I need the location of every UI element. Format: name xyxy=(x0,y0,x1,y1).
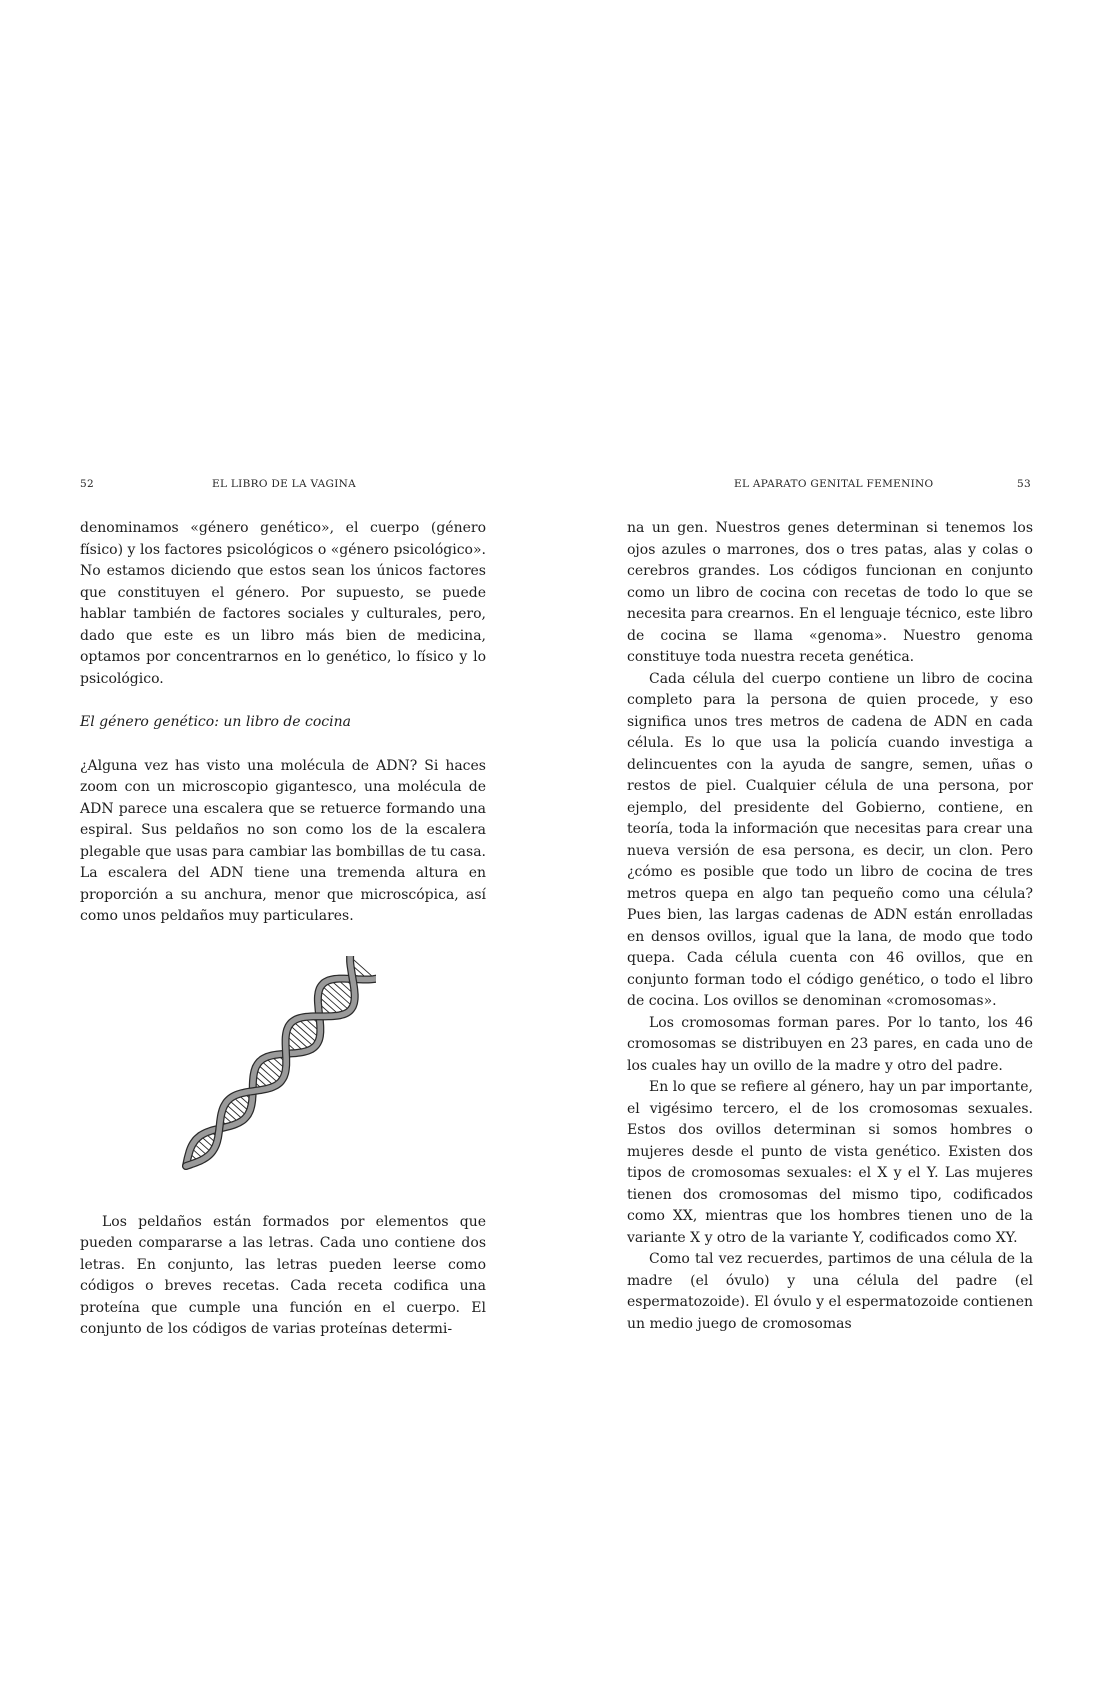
right-running-head xyxy=(627,478,1033,494)
right-paragraph-2: Cada célula del cuerpo contiene un libro de cocina completo para la persona de quien procede, y eso significa unos tres metros de cadena de ADN en cada célula. Es lo que usa la policía cuando investiga a delincuentes con la ayuda de sangre, semen, uñas o restos de piel. Cualquier célula de una persona, por ejemplo, del presidente del Gobierno, contiene, en teoría, toda la información que necesitas para crear una nueva versión de esa persona, es decir, un clon. Pero ¿cómo es posible que todo un libro de cocina de tres metros quepa en algo tan pequeño como una célula? Pues bien, las largas cadenas de ADN están enrolladas en densos ovillos, igual que la lana, de modo que todo quepa. Cada célula cuenta con 46 ovillos, que en conjunto forman todo el código genético, o todo el libro de cocina. Los ovillos se denominan «cromosomas». xyxy=(627,670,1033,1009)
right-running-title: EL APARATO GENITAL FEMENINO xyxy=(734,478,934,490)
dna-rung xyxy=(321,985,349,1010)
dna-rung xyxy=(319,990,345,1013)
right-paragraph-4: En lo que se refiere al género, hay un par importante, el vigésimo tercero, el de los cromosomas sexuales. Estos dos ovillos determinan si somos hombres o mujeres desde el punto de vista genético. Existen dos tipos de cromosomas sexuales: el X y el Y. Las mujeres tienen dos cromosomas del mismo tipo, codificados como XX, mientras que los hombres tienen uno de la variante X y otro de la variante Y, codificados como XY. xyxy=(627,1079,1033,1246)
dna-rung xyxy=(293,1021,318,1043)
dna-rung xyxy=(289,1024,314,1046)
left-paragraph-3: Los peldaños están formados por elementos que pueden compararse a las letras. Cada uno contiene dos letras. En conjunto, las letras pueden leerse como códigos o breves recetas. Cada receta codifica una proteína que cumple una función en el cuerpo. El conjunto de los códigos de varias proteínas determi- xyxy=(80,1213,486,1337)
right-body-text xyxy=(627,518,1033,1335)
left-page xyxy=(80,478,486,1341)
left-paragraph-1: denominamos «género genético», el cuerpo (género físico) y los factores psicológicos o «género psicológico». No estamos diciendo que estos sean los únicos factores que constituyen el género. Por supuesto, se puede hablar también de factores sociales y culturales, pero, dado que este es un libro más bien de medicina, optamos por concentrarnos en lo genético, lo físico y lo psicológico. xyxy=(80,520,486,687)
right-page-number: 53 xyxy=(1017,478,1031,490)
right-paragraph-5: Como tal vez recuerdes, partimos de una célula de la madre (el óvulo) y una célula del padre (el espermatozoide). El óvulo y el espermatozoide contienen un medio juego de cromosomas xyxy=(627,1251,1033,1332)
left-running-title: EL LIBRO DE LA VAGINA xyxy=(212,478,357,490)
left-page-number: 52 xyxy=(80,478,94,490)
dna-illustration xyxy=(80,956,486,1176)
left-running-head xyxy=(80,478,486,494)
section-heading: El género genético: un libro de cocina xyxy=(80,714,351,730)
left-body-text xyxy=(80,518,486,1341)
right-page xyxy=(627,478,1033,1335)
right-paragraph-1: na un gen. Nuestros genes determinan si tenemos los ojos azules o marrones, dos o tres patas, alas y colas o cerebros grandes. Los códigos funcionan en conjunto como un libro de cocina con recetas de todo lo que se necesita para crearnos. En el lenguaje técnico, este libro de cocina se llama «genoma». Nuestro genoma constituye toda nuestra receta genética. xyxy=(627,520,1033,665)
left-paragraph-2: ¿Alguna vez has visto una molécula de ADN? Si haces zoom con un microscopio gigantesco, una molécula de ADN parece una escalera que se retuerce formando una espiral. Sus peldaños no son como los de la escalera plegable que usas para cambiar las bombillas de tu casa. La escalera del ADN tiene una tremenda altura en proporción a su anchura, menor que microscópica, así como unos peldaños muy particulares. xyxy=(80,757,486,924)
dna-double-helix-icon xyxy=(176,956,376,1176)
dna-rung xyxy=(325,982,353,1007)
right-paragraph-3: Los cromosomas forman pares. Por lo tanto, los 46 cromosomas se distribuyen en 23 pares, en cada uno de los cuales hay un ovillo de la madre y otro del padre. xyxy=(627,1014,1033,1074)
